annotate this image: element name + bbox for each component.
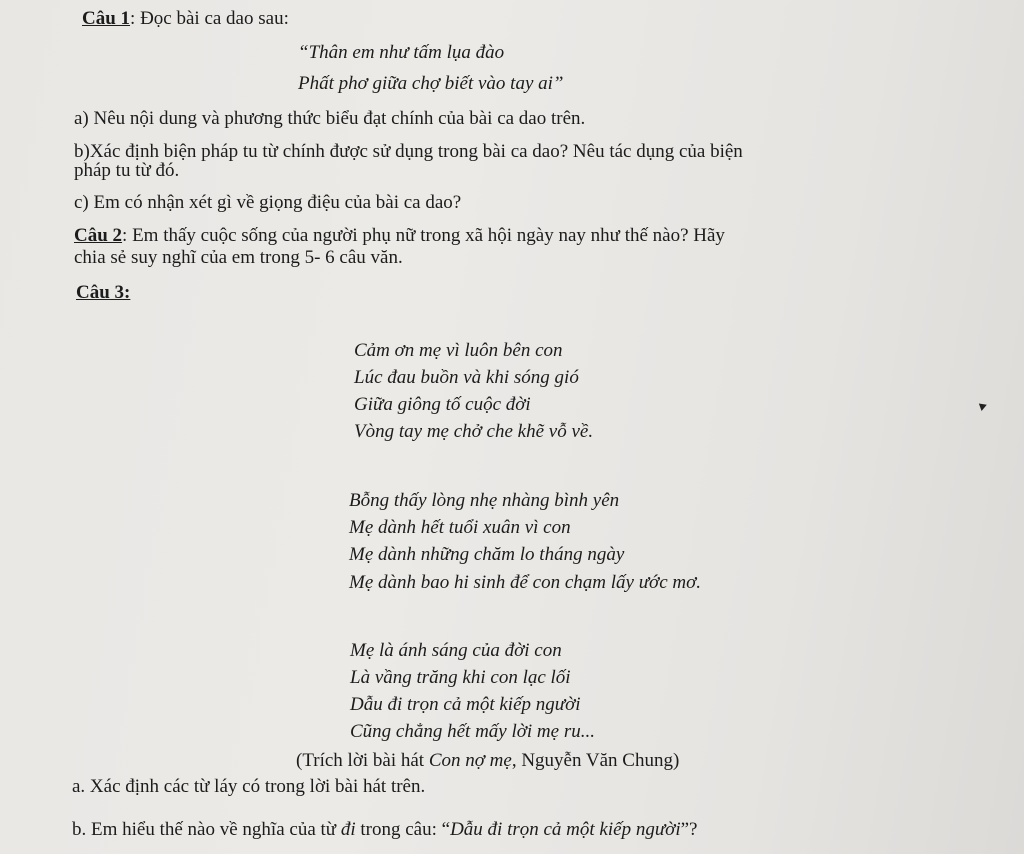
folk-verse-line-1: “Thân em như tấm lụa đào — [298, 42, 505, 63]
question-3b-prefix: b. Em hiểu thế nào về nghĩa của từ — [72, 819, 341, 840]
question-3b-middle: trong câu: “ — [355, 819, 451, 840]
question-2-label: Câu 2 — [74, 225, 123, 246]
lyric-s1-line-1: Cảm ơn mẹ vì luôn bên con — [354, 340, 563, 361]
question-3b-word: đi — [340, 819, 356, 840]
lyric-s3-line-1: Mẹ là ánh sáng của đời con — [350, 640, 562, 661]
source-prefix: (Trích lời bài hát — [296, 750, 429, 771]
question-3-label: Câu 3: — [76, 282, 131, 303]
question-1a: a) Nêu nội dung và phương thức biểu đạt chính của bài ca dao trên. — [74, 108, 586, 129]
question-1-heading — [82, 8, 289, 30]
lyric-s2-line-4: Mẹ dành bao hi sinh để con chạm lấy ước mơ. — [349, 572, 701, 593]
question-3a: a. Xác định các từ láy có trong lời bài hát trên. — [72, 776, 426, 797]
question-3b-suffix: ”? — [680, 819, 698, 840]
question-1-label: Câu 1 — [82, 8, 131, 29]
lyric-s2-line-1: Bỗng thấy lòng nhẹ nhàng bình yên — [349, 490, 620, 511]
lyric-s1-line-2: Lúc đau buồn và khi sóng gió — [354, 367, 579, 388]
question-3b-quote: Dẫu đi trọn cả một kiếp người — [450, 819, 681, 840]
question-3b — [72, 819, 697, 841]
lyric-s3-line-2: Là vầng trăng khi con lạc lối — [350, 667, 571, 688]
question-1-intro: : Đọc bài ca dao sau: — [130, 8, 289, 29]
question-1b-line-1: b)Xác định biện pháp tu từ chính được sử dụng trong bài ca dao? Nêu tác dụng của biện — [74, 141, 743, 162]
question-2-line-2: chia sẻ suy nghĩ của em trong 5- 6 câu văn. — [74, 247, 403, 268]
song-title: Con nợ mẹ — [428, 750, 512, 771]
lyric-s1-line-3: Giữa giông tố cuộc đời — [354, 394, 531, 415]
lyric-source — [296, 750, 679, 772]
folk-verse-line-2: Phất phơ giữa chợ biết vào tay ai” — [298, 73, 564, 94]
lyric-s3-line-3: Dẫu đi trọn cả một kiếp người — [350, 694, 581, 715]
question-1b-line-2: pháp tu từ đó. — [74, 160, 180, 181]
question-2-text: : Em thấy cuộc sống của người phụ nữ trong xã hội ngày nay như thế nào? Hãy — [122, 225, 725, 246]
question-1c: c) Em có nhận xét gì về giọng điệu của bài ca dao? — [74, 192, 462, 213]
lyric-s1-line-4: Vòng tay mẹ chở che khẽ vỗ về. — [354, 421, 594, 442]
lyric-s2-line-2: Mẹ dành hết tuổi xuân vì con — [349, 517, 571, 538]
source-suffix: , Nguyễn Văn Chung) — [511, 750, 680, 771]
pen-mark-icon — [979, 401, 988, 411]
lyric-s2-line-3: Mẹ dành những chăm lo tháng ngày — [349, 544, 625, 565]
question-2-line-1 — [74, 225, 725, 247]
lyric-s3-line-4: Cũng chẳng hết mấy lời mẹ ru... — [350, 721, 595, 742]
